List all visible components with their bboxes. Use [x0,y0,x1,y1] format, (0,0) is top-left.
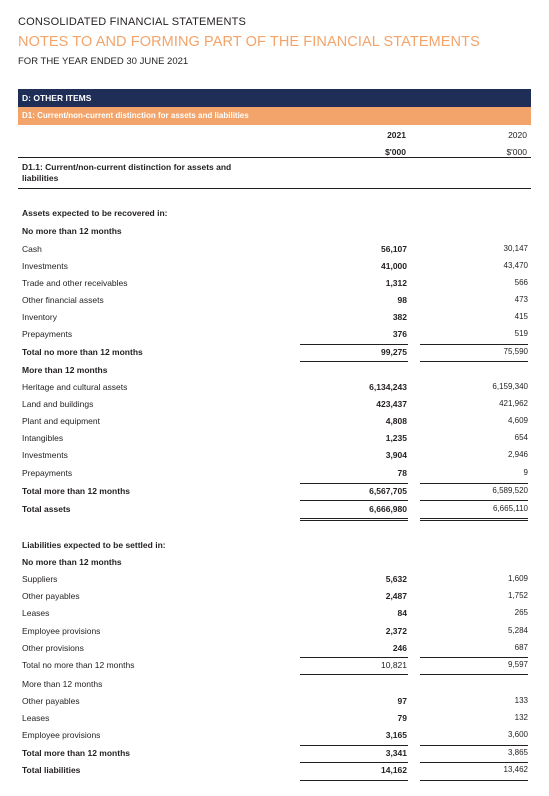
prior-value: 9 [523,468,528,477]
prior-value: 3,600 [507,730,528,739]
table-row [22,728,532,745]
current-value: 1,235 [385,433,407,443]
current-value: 6,666,980 [369,504,407,514]
prior-value: 654 [514,433,528,442]
row-label: Inventory [22,312,57,322]
prior-value: 6,665,110 [493,504,528,513]
row-label: Total no more than 12 months [22,660,135,670]
row-label: Cash [22,244,42,254]
total-rule [420,483,528,484]
total-rule [300,520,408,521]
row-label: Other payables [22,696,80,706]
current-value: 3,165 [385,730,407,740]
table-row [22,414,532,431]
prior-value: 1,609 [507,574,528,583]
total-rule [420,500,528,501]
table-row [22,746,532,763]
prior-value: 2,946 [507,450,528,459]
table-row [22,763,532,780]
current-value: 2,487 [385,591,407,601]
total-rule [420,657,528,658]
total-rule [420,518,528,519]
current-value: 2,372 [385,626,407,636]
row-label: Other financial assets [22,295,104,305]
prior-value: 6,589,520 [492,486,528,495]
current-value: 6,134,243 [369,382,407,392]
current-value: 423,437 [376,399,407,409]
table-row [22,293,532,310]
current-value: 6,567,705 [369,486,407,496]
total-rule [300,780,408,781]
row-label: Total more than 12 months [22,486,130,496]
note-title: D1.1: Current/non-current distinction for assets and liabilities [22,162,232,183]
prior-unit-header: $'000 [506,147,527,157]
row-label: No more than 12 months [22,557,122,567]
current-value: 98 [397,295,407,305]
prior-year-header: 2020 [508,130,527,140]
current-value: 1,312 [385,278,407,288]
current-value: 4,808 [385,416,407,426]
current-value: 41,000 [381,261,407,271]
current-value: 3,341 [385,748,407,758]
table-row [22,677,532,694]
prior-value: 687 [514,643,528,652]
row-label: Leases [22,608,50,618]
row-label: Total more than 12 months [22,748,130,758]
prior-value: 473 [514,295,528,304]
table-row [22,224,532,241]
current-value: 56,107 [381,244,407,254]
prior-value: 519 [514,329,528,338]
total-rule [300,361,408,362]
table-row [22,242,532,259]
total-rule [420,344,528,345]
prior-value: 421,962 [499,399,528,408]
total-rule [420,762,528,763]
current-value: 3,904 [385,450,407,460]
table-row [22,572,532,589]
row-label: Total no more than 12 months [22,347,143,357]
row-label: Heritage and cultural assets [22,382,128,392]
row-label: Land and buildings [22,399,94,409]
table-row [22,624,532,641]
total-rule [420,780,528,781]
table-row [22,555,532,572]
prior-value: 4,609 [507,416,528,425]
current-value: 5,632 [385,574,407,584]
total-rule [300,762,408,763]
table-row [22,658,532,675]
current-value: 78 [397,468,407,478]
total-rule [420,520,528,521]
prior-value: 30,147 [503,244,528,253]
row-label: Liabilities expected to be settled in: [22,540,166,550]
current-value: 14,162 [381,765,407,775]
table-row [22,345,532,362]
table-row [22,641,532,658]
row-label: More than 12 months [22,365,108,375]
total-rule [420,674,528,675]
current-value: 84 [397,608,407,618]
subsection-bar: D1: Current/non-current distinction for assets and liabilities [18,107,531,125]
row-label: Employee provisions [22,626,101,636]
row-label: Other provisions [22,643,84,653]
prior-value: 132 [514,713,528,722]
table-row [22,259,532,276]
row-label: Prepayments [22,468,73,478]
current-value: 97 [397,696,407,706]
table-row [22,448,532,465]
prior-value: 1,752 [507,591,528,600]
table-row [22,589,532,606]
prior-value: 75,590 [503,347,528,356]
current-value: 99,275 [381,347,407,357]
current-unit-header: $'000 [385,147,406,157]
notes-heading: NOTES TO AND FORMING PART OF THE FINANCIAL STATEMENTS [18,34,480,50]
total-rule [300,344,408,345]
prior-value: 566 [514,278,528,287]
total-rule [300,518,408,519]
table-row [22,206,532,223]
total-rule [420,745,528,746]
table-row [22,431,532,448]
table-row [22,502,532,519]
total-rule [300,483,408,484]
row-label: Trade and other receivables [22,278,128,288]
row-label: Plant and equipment [22,416,100,426]
prior-value: 133 [514,696,528,705]
table-row [22,538,532,555]
total-rule [300,657,408,658]
row-label: No more than 12 months [22,226,122,236]
row-label: Investments [22,450,68,460]
row-label: Intangibles [22,433,64,443]
prior-value: 5,284 [507,626,528,635]
table-row [22,484,532,501]
row-label: Total assets [22,504,71,514]
current-value: 382 [392,312,407,322]
row-label: Employee provisions [22,730,101,740]
row-label: Leases [22,713,50,723]
table-row [22,310,532,327]
row-label: Investments [22,261,68,271]
note-rule [18,188,531,189]
header-rule [18,157,531,158]
section-bar: D: OTHER ITEMS [18,89,531,107]
row-label: Suppliers [22,574,58,584]
total-rule [420,361,528,362]
prior-value: 265 [514,608,528,617]
prior-value: 43,470 [503,261,528,270]
prior-value: 13,462 [503,765,528,774]
period-label: FOR THE YEAR ENDED 30 JUNE 2021 [18,56,189,67]
table-row [22,397,532,414]
table-row [22,327,532,344]
table-row [22,606,532,623]
current-value: 246 [392,643,407,653]
table-row [22,276,532,293]
row-label: Other payables [22,591,80,601]
row-label: Prepayments [22,329,73,339]
current-year-header: 2021 [387,130,406,140]
table-row [22,363,532,380]
table-row [22,694,532,711]
table-row [22,466,532,483]
prior-value: 9,597 [507,660,528,669]
current-value: 376 [392,329,407,339]
current-value: 10,821 [381,660,407,670]
row-label: Total liabilities [22,765,81,775]
total-rule [300,500,408,501]
table-row [22,380,532,397]
row-label: More than 12 months [22,679,103,689]
total-rule [300,745,408,746]
prior-value: 6,159,340 [492,382,528,391]
statement-header: CONSOLIDATED FINANCIAL STATEMENTS [18,16,247,28]
prior-value: 3,865 [507,748,528,757]
total-rule [300,674,408,675]
table-row [22,711,532,728]
row-label: Assets expected to be recovered in: [22,208,168,218]
prior-value: 415 [514,312,528,321]
current-value: 79 [397,713,407,723]
